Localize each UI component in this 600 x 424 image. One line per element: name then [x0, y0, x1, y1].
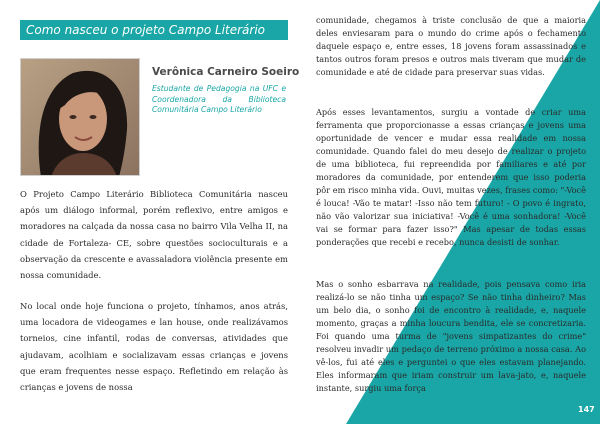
right-paragraph-3: Mas o sonho esbarrava na realidade, pois pensava como iria realizá-lo se não tinha um espaço? Se não tinha dinheiro? Mas um belo dia, o sonho foi de encontro à realidade, e, naquele momento, graças a minha loucura bendita, ele se concretizaria. Foi quando uma turma de "jovens simpatizantes do crime" resolveu invadir um pedaço de terreno próximo a nossa casa. Ao vê-los, fui até eles e perguntei o que eles estavam planejando. Eles informaram que iriam construir um lava-jato, e, naquele instante, surgiu uma força [316, 279, 586, 393]
author-name: Verônica Carneiro Soeiro [152, 66, 300, 78]
section-title: Como nasceu o projeto Campo Literário [26, 23, 266, 37]
right-paragraph-1: comunidade, chegamos à triste conclusão de que a maioria deles enviesaram para o mundo do crime após o fechamento daquele espaço e, entre esses, 18 jovens foram assassinados e tantos outros foram presos e outros mais tiveram que mudar de comunidade e até de cidade para preservar suas vidas. [316, 15, 586, 77]
left-paragraph-2: No local onde hoje funciona o projeto, tínhamos, anos atrás, uma locadora de videogames e lan house, onde realizávamos torneios, cine infantil, rodas de conversas, atividades que ajudavam, acolhiam e socializavam essas crianças e jovens que eram frequentes nesse espaço. Refletindo em relação às crianças e jovens de nossa [20, 301, 288, 393]
left-paragraph-1: O Projeto Campo Literário Biblioteca Comunitária nasceu após um diálogo informal, porém reflexivo, entre amigos e moradores na calçada da nossa casa no bairro Vila Velha II, na cidade de Fortaleza- CE, sobre questões socioculturais e a observação da crescente e avassaladora violência presente em nossa comunidade. [20, 189, 288, 281]
right-paragraph-2: Após esses levantamentos, surgiu a vontade de criar uma ferramenta que proporcionasse a essas crianças e jovens uma oportunidade de vencer e mudar essa realidade em nossa comunidade. Quando falei do meu desejo de realizar o projeto de uma biblioteca, fui repreendida por familiares e até por moradores da comunidade, por entenderem que isso poderia pôr em risco minha vida. Ouvi, muitas vezes, frases como: "-Você é louca! -Vão te matar! -Isso não tem futuro! - O povo é ingrato, não vão valorizar sua iniciativa! -Você é uma sonhadora! -Você vai se formar para fazer isso?" Mas apesar de todas essas ponderações que recebi e recebo, nunca desisti de sonhar. [316, 107, 586, 247]
author-photo [20, 58, 140, 176]
author-role: Estudante de Pedagogia na UFC e Coordenadora da Biblioteca Comunitária Campo Literário [152, 84, 286, 114]
page-number: 147 [578, 405, 595, 414]
section-title-bar [20, 20, 288, 40]
author-portrait-image [21, 59, 140, 176]
